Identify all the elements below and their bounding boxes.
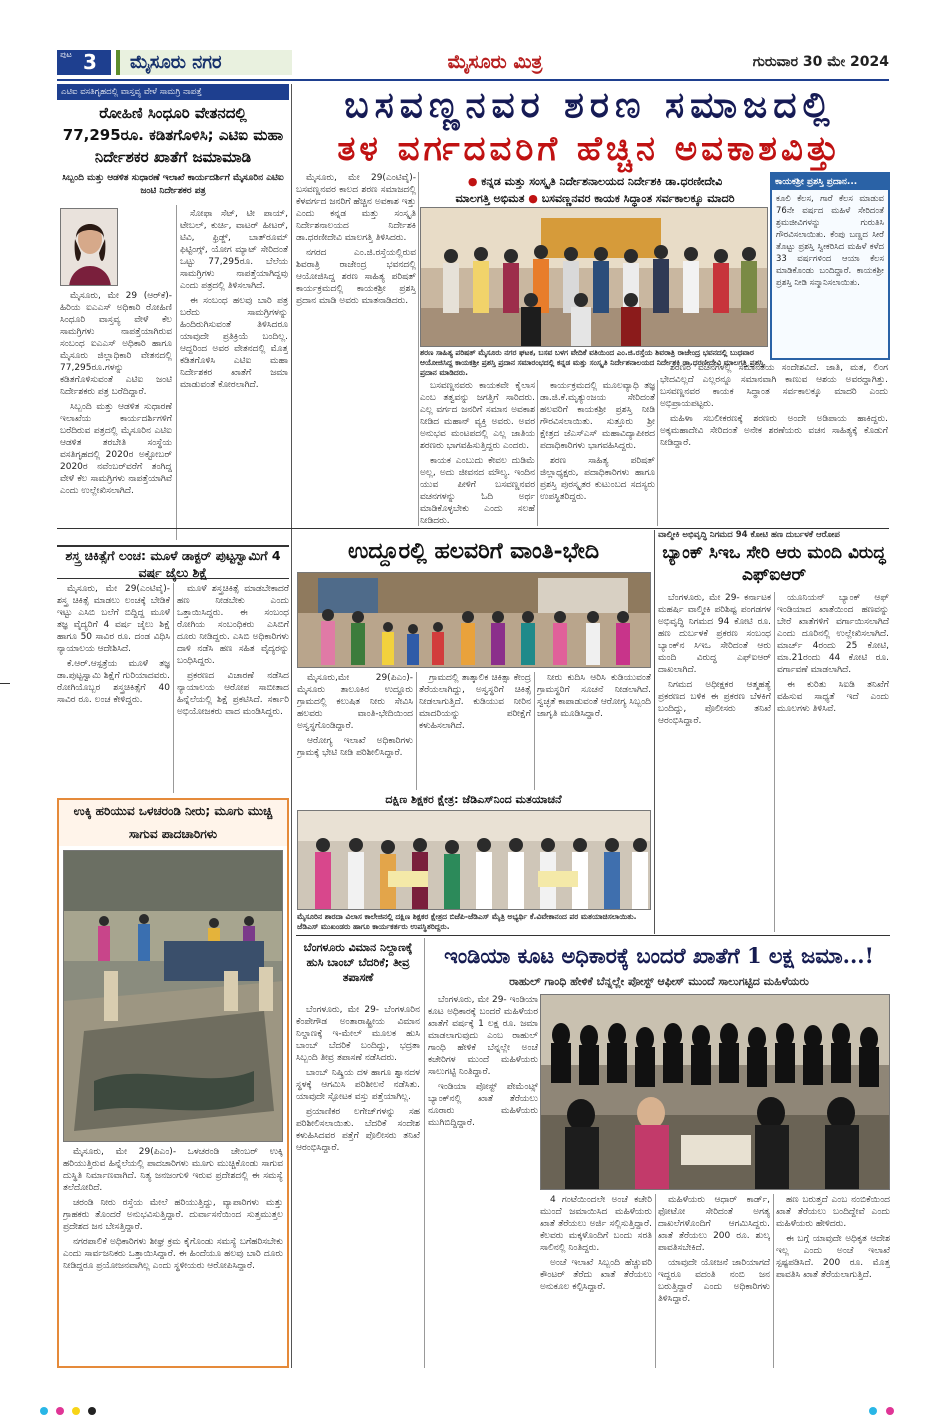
award-photo-caption: ಶರಣ ಸಾಹಿತ್ಯ ಪರಿಷತ್ ಮೈಸೂರು ನಗರ ಘಟಕ, ಬಸವ ಬಳಗ ವೇದಿಕೆ ವತಿಯಿಂದ ಎಂ.ಜಿ.ರಸ್ತೆಯ ಶಿವರಾತ್ರಿ ರಾಜೇಂದ್ರ ಭವನದಲ್ಲಿ ಬುಧವಾರ ಆಯೋಜಿಸಿದ್ದ ಕಾಯಕಶ್ರೀ ಪ್ರಶಸ್ತಿ ಪ್ರದಾನ ಸಮಾರಂಭದಲ್ಲಿ ಕನ್ನಡ ಮತ್ತು ಸಂಸ್ಕೃತಿ ನಿರ್ದೇಶನಾಲಯದ ನಿರ್ದೇಶಕಿ ಡಾ.ಧರಣೀದೇವಿ ಮಾಲಗತ್ತಿ ಪ್ರಶಸ್ತಿ ಪ್ರದಾನ ಮಾಡಿದರು.: [420, 348, 764, 377]
lunch-col2-p1: ಮೂಳೆ ಶಸ್ತ್ರಚಿಕಿತ್ಸೆ ಮಾಡಬೇಕಾದರೆ ಹಣ ನೀಡಬೇಕು ಎಂದು ಒತ್ತಾಯಿಸಿದ್ದರು. ಈ ಸಂಬಂಧ ರೋಗಿಯ ಸಂಬಂಧಿಕರು ಎಸಿಬಿಗೆ ದೂರು ನೀಡಿದ್ದರು. ಎಸಿಬಿ ಅಧಿಕಾರಿಗಳು ದಾಳಿ ನಡೆಸಿ ಹಣ ಸಹಿತ ವೈದ್ಯರನ್ನು ಬಂಧಿಸಿದ್ದರು.: [177, 584, 289, 666]
paper-name: ಮೈಸೂರು ಮಿತ್ರ: [447, 51, 543, 73]
col-rule: [655, 1194, 656, 1368]
rohini-col2-p1: ಸೋಫಾ ಸೆಟ್, ಟೀ ಪಾಯ್, ಟೇಬಲ್, ಕುರ್ಚಿ, ವಾಟರ್ ಹೀಟರ್, ಟಿವಿ, ಫ್ರಿಡ್ಜ್, ಬಾತ್‌ರೂಮ್ ಫಿಟ್ಟಿಂಗ್ಸ್, ಯೋಗ ಮ್ಯಾಟ್ ಸೇರಿದಂತೆ ಒಟ್ಟು 77,295ರೂ. ಬೆಲೆಯ ಸಾಮಗ್ರಿಗಳು ನಾಪತ್ತೆಯಾಗಿದ್ದವು ಎಂದು ಪತ್ರದಲ್ಲಿ ತಿಳಿಸಲಾಗಿದೆ.: [180, 209, 288, 291]
india-col-2: [540, 1194, 652, 1368]
basava-sub-2: ಮಾಲಗತ್ತಿ ಅಭಿಮತ: [455, 192, 525, 205]
column-divider-right: [654, 530, 655, 934]
basava-col3-p1: ಕಾರ್ಯಕ್ರಮದಲ್ಲಿ ಮೂಲವ್ಯಾಧಿ ತಜ್ಞ ಡಾ.ಜಿ.ಕೆ.ಮೃತ್ಯುಂಜಯ ಸೇರಿದಂತೆ ಹಲವರಿಗೆ ಕಾಯಕಶ್ರೀ ಪ್ರಶಸ್ತಿ ನೀಡಿ ಗೌರವಿಸಲಾಯಿತು. ಸುತ್ತೂರು ಶ್ರೀ ಕ್ಷೇತ್ರದ ಜೆಎಸ್‌ಎಸ್ ಮಹಾವಿದ್ಯಾಪೀಠದ ಪದಾಧಿಕಾರಿಗಳು ಭಾಗವಹಿಸಿದ್ದರು.: [540, 381, 655, 451]
basava-col4-p1: ಶರಣರ ವಚನಗಳಲ್ಲಿ ಸಮಾನತೆಯ ಸಂದೇಶವಿದೆ. ಜಾತಿ, ಮತ, ಲಿಂಗ ಭೇದವಿಲ್ಲದೆ ಎಲ್ಲರನ್ನೂ ಸಮಾನವಾಗಿ ಕಾಣುವ ಆಶಯ ಅವರದ್ದಾಗಿತ್ತು. ಬಸವಣ್ಣನವರ ಕಾಯಕ ಸಿದ್ಧಾಂತ ಸರ್ವಕಾಲಕ್ಕೂ ಮಾದರಿ ಎಂದು ಅಭಿಪ್ರಾಯಪಟ್ಟರು.: [660, 363, 888, 409]
basava-col2-p2: ಕಾಯಕ ಎಂಬುದು ಕೇವಲ ದುಡಿಮೆ ಅಲ್ಲ, ಅದು ಜೀವನದ ಮೌಲ್ಯ. ಇಂದಿನ ಯುವ ಪೀಳಿಗೆ ಬಸವಣ್ಣನವರ ವಚನಗಳನ್ನು ಓದಿ ಅರ್ಥ ಮಾಡಿಕೊಳ್ಳಬೇಕು ಎಂದು ಸಲಹೆ ನೀಡಿದರು.: [420, 456, 535, 526]
col-rule: [657, 380, 658, 526]
udur-col3-p1: ನೀರು ಕುದಿಸಿ ಆರಿಸಿ ಕುಡಿಯುವಂತೆ ಗ್ರಾಮಸ್ಥರಿಗೆ ಸೂಚನೆ ನೀಡಲಾಗಿದೆ. ಸ್ವಚ್ಛತೆ ಕಾಪಾಡುವಂತೆ ಆರೋಗ್ಯ ಸಿಬ್ಬಂದಿ ಜಾಗೃತಿ ಮೂಡಿಸಿದ್ದಾರೆ.: [537, 673, 651, 719]
reg-dot-yellow: [72, 1407, 80, 1415]
bullet-icon: ●: [528, 192, 538, 205]
registration-marks: [40, 1400, 905, 1412]
award-sidebar-body: ಕೂಲಿ ಕೆಲಸ, ಗಾರೆ ಕೆಲಸ ಮಾಡುವ 76ನೇ ವರ್ಷದ ಮಹಿಳೆ ಸೇರಿದಂತೆ ಶ್ರಮಜೀವಿಗಳನ್ನು ಗುರುತಿಸಿ ಗೌರವಿಸಲಾಯಿತು. ಕೆಂಪು ಬಣ್ಣದ ಸೀರೆ ತೊಟ್ಟು ಪ್ರಶಸ್ತಿ ಸ್ವೀಕರಿಸಿದ ಮಹಿಳೆ ಕಳೆದ 33 ವರ್ಷಗಳಿಂದ ಆಯಾ ಕೆಲಸ ಮಾಡಿಕೊಂಡು ಬಂದಿದ್ದಾರೆ. ಕಾಯಕಶ್ರೀ ಪ್ರಶಸ್ತಿ ನೀಡಿ ಸನ್ಮಾನಿಸಲಾಯಿತು.: [776, 194, 884, 288]
india-col1-p1: ಬೆಂಗಳೂರು, ಮೇ 29- ಇಂಡಿಯಾ ಕೂಟ ಅಧಿಕಾರಕ್ಕೆ ಬಂದರೆ ಮಹಿಳೆಯರ ಖಾತೆಗೆ ವರ್ಷಕ್ಕೆ 1 ಲಕ್ಷ ರೂ. ಜಮಾ ಮಾಡಲಾಗುವುದು ಎಂಬ ರಾಹುಲ್ ಗಾಂಧಿ ಹೇಳಿಕೆ ಬೆನ್ನಲ್ಲೇ ಅಂಚೆ ಕಚೇರಿಗಳ ಮುಂದೆ ಮಹಿಳೆಯರು ಸಾಲುಗಟ್ಟಿ ನಿಂತಿದ್ದಾರೆ.: [428, 995, 538, 1077]
basava-headline-line2: ತಳ ವರ್ಗದವರಿಗೆ ಹೆಚ್ಚಿನ ಅವಕಾಶವಿತ್ತು: [337, 129, 843, 169]
rohini-col-1-top: [122, 208, 172, 288]
lunch-col-2: [177, 583, 289, 793]
udur-col1-p2: ಆರೋಗ್ಯ ಇಲಾಖೆ ಅಧಿಕಾರಿಗಳು ಗ್ರಾಮಕ್ಕೆ ಭೇಟಿ ನೀಡಿ ಪರಿಶೀಲಿಸಿದ್ದಾರೆ.: [297, 736, 413, 758]
bank-kicker: ವಾಲ್ಮೀಕಿ ಅಭಿವೃದ್ಧಿ ನಿಗಮದ 94 ಕೋಟಿ ಹಣ ದುರ್ಬಳಕೆ ಆರೋಪ: [658, 530, 840, 540]
sewage-p2: ಚರಂಡಿ ನೀರು ರಸ್ತೆಯ ಮೇಲೆ ಹರಿಯುತ್ತಿದ್ದು, ವ್ಯಾಪಾರಿಗಳು ಮತ್ತು ಗ್ರಾಹಕರು ತೊಂದರೆ ಅನುಭವಿಸುತ್ತಿದ್ದಾರೆ. ದುರ್ವಾಸನೆಯಿಂದ ಸುತ್ತಮುತ್ತಲ ಪ್ರದೇಶದ ಜನ ಬೇಸತ್ತಿದ್ದಾರೆ.: [63, 1198, 283, 1232]
col-rule: [774, 592, 775, 932]
udur-col1-p1: ಮೈಸೂರು,ಮೇ 29(ಪಿಎಂ)- ಮೈಸೂರು ತಾಲೂಕಿನ ಉದ್ದೂರು ಗ್ರಾಮದಲ್ಲಿ ಕಲುಷಿತ ನೀರು ಸೇವಿಸಿ ಹಲವರು ವಾಂತಿ-ಭೇದಿಯಿಂದ ಅಸ್ವಸ್ಥಗೊಂಡಿದ್ದಾರೆ.: [297, 673, 413, 731]
rohini-col1-p2: ಸಿಬ್ಬಂದಿ ಮತ್ತು ಆಡಳಿತ ಸುಧಾರಣೆ ಇಲಾಖೆಯ ಕಾರ್ಯದರ್ಶಿಗಳಿಗೆ ಬರೆದಿರುವ ಪತ್ರದಲ್ಲಿ ಮೈಸೂರಿನ ಎಟಿಐ ಆಡಳಿತ ತರಬೇತಿ ಸಂಸ್ಥೆಯ ವಸತಿಗೃಹದಲ್ಲಿ 2020ರ ಅಕ್ಟೋಬರ್ 2020ರ ನವೆಂಬರ್‌ವರೆಗೆ ತಂಗಿದ್ದ ವೇಳೆ ಕೆಲ ಸಾಮಗ್ರಿಗಳು ನಾಪತ್ತೆಯಾಗಿವೆ ಎಂದು ಉಲ್ಲೇಖಿಸಲಾಗಿದೆ.: [60, 402, 172, 496]
basava-col3-p2: ಶರಣ ಸಾಹಿತ್ಯ ಪರಿಷತ್ ಜಿಲ್ಲಾಧ್ಯಕ್ಷರು, ಪದಾಧಿಕಾರಿಗಳು ಹಾಗೂ ಪ್ರಶಸ್ತಿ ಪುರಸ್ಕೃತರ ಕುಟುಂಬದ ಸದಸ್ಯರು ಉಪಸ್ಥಿತರಿದ್ದರು.: [540, 456, 655, 502]
sewage-p1: ಮೈಸೂರು, ಮೇ 29(ಪಿಎಂ)- ಒಳಚರಂಡಿ ಚೇಂಬರ್ ಉಕ್ಕಿ ಹರಿಯುತ್ತಿರುವ ಹಿನ್ನೆಲೆಯಲ್ಲಿ ಪಾದಚಾರಿಗಳು ಮೂಗು ಮುಚ್ಚಿಕೊಂಡು ಸಾಗುವ ದುಸ್ಥಿತಿ ನಿರ್ಮಾಣವಾಗಿದೆ. ನಿತ್ಯ ಜನಜಂಗುಳಿ ಇರುವ ಪ್ರದೇಶದಲ್ಲಿ ಈ ಸಮಸ್ಯೆ ತಲೆದೋರಿದೆ.: [63, 1147, 283, 1193]
india-col2-p1: 4 ಗಂಟೆಯಿಂದಲೇ ಅಂಚೆ ಕಚೇರಿ ಮುಂದೆ ಜಮಾಯಿಸಿದ ಮಹಿಳೆಯರು ಖಾತೆ ತೆರೆಯಲು ಅರ್ಜಿ ಸಲ್ಲಿಸುತ್ತಿದ್ದಾರೆ. ಕೆಲವರು ಮಕ್ಕಳೊಂದಿಗೆ ಬಂದು ಸರತಿ ಸಾಲಿನಲ್ಲಿ ನಿಂತಿದ್ದರು.: [540, 1195, 652, 1253]
lunch-col2-p2: ಪ್ರಕರಣದ ವಿಚಾರಣೆ ನಡೆಸಿದ ನ್ಯಾಯಾಲಯ ಆರೋಪ ಸಾಬೀತಾದ ಹಿನ್ನೆಲೆಯಲ್ಲಿ ಶಿಕ್ಷೆ ಪ್ರಕಟಿಸಿದೆ. ಸರ್ಕಾರಿ ಅಭಿಯೋಜಕರು ವಾದ ಮಂಡಿಸಿದ್ದರು.: [177, 671, 289, 717]
udur-col2-p1: ಗ್ರಾಮದಲ್ಲಿ ತಾತ್ಕಾಲಿಕ ಚಿಕಿತ್ಸಾ ಕೇಂದ್ರ ತೆರೆಯಲಾಗಿದ್ದು, ಅಸ್ವಸ್ಥರಿಗೆ ಚಿಕಿತ್ಸೆ ನೀಡಲಾಗುತ್ತಿದೆ. ಕುಡಿಯುವ ನೀರಿನ ಮಾದರಿಯನ್ನು ಪರೀಕ್ಷೆಗೆ ಕಳುಹಿಸಲಾಗಿದೆ.: [419, 673, 531, 731]
udur-col-2: [419, 672, 531, 790]
india-col3-p1: ಮಹಿಳೆಯರು ಆಧಾರ್ ಕಾರ್ಡ್, ಫೋಟೋ ಸೇರಿದಂತೆ ಅಗತ್ಯ ದಾಖಲೆಗಳೊಂದಿಗೆ ಆಗಮಿಸಿದ್ದರು. ಖಾತೆ ತೆರೆಯಲು 200 ರೂ. ಶುಲ್ಕ ಪಾವತಿಸಬೇಕಿದೆ.: [658, 1195, 770, 1253]
bank-col2-p1: ಯೂನಿಯನ್ ಬ್ಯಾಂಕ್ ಆಫ್ ಇಂಡಿಯಾದ ಖಾತೆಯಿಂದ ಹಣವನ್ನು ಬೇರೆ ಖಾತೆಗಳಿಗೆ ವರ್ಗಾಯಿಸಲಾಗಿದೆ ಎಂದು ದೂರಿನಲ್ಲಿ ಉಲ್ಲೇಖಿಸಲಾಗಿದೆ. ಮಾರ್ಚ್ 4ರಂದು 25 ಕೋಟಿ, ಮಾ.21ರಂದು 44 ಕೋಟಿ ರೂ. ವರ್ಗಾವಣೆ ಮಾಡಲಾಗಿದೆ.: [777, 593, 889, 675]
crop-mark: [0, 683, 10, 684]
rohini-col2-p2: ಈ ಸಂಬಂಧ ಹಲವು ಬಾರಿ ಪತ್ರ ಬರೆದು ಸಾಮಗ್ರಿಗಳನ್ನು ಹಿಂದಿರುಗಿಸುವಂತೆ ತಿಳಿಸಿದರೂ ಯಾವುದೇ ಪ್ರತಿಕ್ರಿಯೆ ಬಂದಿಲ್ಲ. ಆದ್ದರಿಂದ ಅವರ ವೇತನದಲ್ಲಿ ಮೊತ್ತ ಕಡಿತಗೊಳಿಸಿ ಎಟಿಐ ಮಹಾ ನಿರ್ದೇಶಕರ ಖಾತೆಗೆ ಜಮಾ ಮಾಡುವಂತೆ ಕೋರಲಾಗಿದೆ.: [180, 296, 288, 390]
basava-col-3: [540, 380, 655, 526]
col-rule: [773, 1194, 774, 1368]
dakshina-caption: ಮೈಸೂರಿನ ಶಾರದಾ ವಿಲಾಸ ಕಾಲೇಜಿನಲ್ಲಿ ದಕ್ಷಿಣ ಶಿಕ್ಷಕರ ಕ್ಷೇತ್ರದ ಬಿಜೆಪಿ-ಜೆಡಿಎಸ್ ಮೈತ್ರಿ ಅಭ್ಯರ್ಥಿ ಕೆ.ವಿವೇಕಾನಂದ ಪರ ಮತಯಾಚಿಸಲಾಯಿತು. ಜೆಡಿಎಸ್ ಮುಖಂಡರು ಹಾಗೂ ಕಾರ್ಯಕರ್ತರು ಉಪಸ್ಥಿತರಿದ್ದರು.: [297, 912, 637, 931]
award-sidebar-box: [770, 172, 890, 360]
india-col-1: [428, 994, 538, 1368]
lunch-headline: ಶಸ್ತ್ರ ಚಿಕಿತ್ಸೆಗೆ ಲಂಚ: ಮೂಳೆ ಡಾಕ್ಟರ್ ಪುಟ್ಟಸ್ವಾಮಿಗೆ 4 ವರ್ಷ ಜೈಲು ಶಿಕ್ಷೆ: [57, 545, 289, 579]
india-col3-p2: ಯಾವುದೇ ಯೋಜನೆ ಜಾರಿಯಾಗದೆ ಇದ್ದರೂ ವದಂತಿ ನಂಬಿ ಜನ ಬರುತ್ತಿದ್ದಾರೆ ಎಂದು ಅಧಿಕಾರಿಗಳು ತಿಳಿಸಿದ್ದಾರೆ.: [658, 1258, 770, 1304]
sewage-story-box: [57, 798, 289, 1368]
airport-body: [296, 1004, 420, 1368]
india-col4-p1: ಹಣ ಬರುತ್ತದೆ ಎಂಬ ನಂಬಿಕೆಯಿಂದ ಖಾತೆ ತೆರೆಯಲು ಬಂದಿದ್ದೇವೆ ಎಂದು ಮಹಿಳೆಯರು ಹೇಳಿದರು.: [776, 1195, 890, 1229]
udur-col-3: [537, 672, 651, 790]
basava-col-4: [660, 362, 888, 526]
bullet-icon: ●: [467, 175, 478, 188]
col-rule: [534, 672, 535, 790]
basava-col1-p2: ನಗರದ ಎಂ.ಜಿ.ರಸ್ತೆಯಲ್ಲಿರುವ ಶಿವರಾತ್ರಿ ರಾಜೇಂದ್ರ ಭವನದಲ್ಲಿ ಆಯೋಜಿಸಿದ್ದ ಶರಣ ಸಾಹಿತ್ಯ ಪರಿಷತ್ ಕಾರ್ಯಕ್ರಮದಲ್ಲಿ ಕಾಯಕಶ್ರೀ ಪ್ರಶಸ್ತಿ ಪ್ರದಾನ ಮಾಡಿ ಅವರು ಮಾತನಾಡಿದರು.: [296, 248, 416, 306]
reg-dot-black: [88, 1407, 96, 1415]
bank-col-2: [777, 592, 889, 932]
masthead-rule: [57, 79, 889, 81]
basava-col2-p1: ಬಸವಣ್ಣನವರು ಕಾಯಕವೇ ಕೈಲಾಸ ಎಂಬ ತತ್ವವನ್ನು ಜಗತ್ತಿಗೆ ಸಾರಿದರು. ಎಲ್ಲ ವರ್ಗದ ಜನರಿಗೆ ಸಮಾನ ಅವಕಾಶ ನೀಡಿದ ಮಹಾನ್ ವ್ಯಕ್ತಿ ಅವರು. ಅವರ ಅನುಭವ ಮಂಟಪದಲ್ಲಿ ಎಲ್ಲ ಜಾತಿಯ ಶರಣರು ಭಾಗವಹಿಸುತ್ತಿದ್ದರು ಎಂದರು.: [420, 381, 535, 451]
basava-col1-p1: ಮೈಸೂರು, ಮೇ 29(ಎಂಟಿವೈ)- ಬಸವಣ್ಣನವರ ಕಾಲದ ಶರಣ ಸಮಾಜದಲ್ಲಿ ಕೆಳವರ್ಗದ ಜನರಿಗೆ ಹೆಚ್ಚಿನ ಅವಕಾಶ ಇತ್ತು ಎಂದು ಕನ್ನಡ ಮತ್ತು ಸಂಸ್ಕೃತಿ ನಿರ್ದೇಶನಾಲಯದ ನಿರ್ದೇಶಕಿ ಡಾ.ಧರಣೀದೇವಿ ಮಾಲಗತ್ತಿ ತಿಳಿಸಿದರು.: [296, 173, 416, 243]
basava-col4-p2: ಮಹಿಳಾ ಸಬಲೀಕರಣಕ್ಕೆ ಶರಣರು ಅಂದೇ ಅಡಿಪಾಯ ಹಾಕಿದ್ದರು. ಅಕ್ಕಮಹಾದೇವಿ ಸೇರಿದಂತೆ ಅನೇಕ ಶರಣೆಯರು ವಚನ ಸಾಹಿತ್ಯಕ್ಕೆ ಕೊಡುಗೆ ನೀಡಿದ್ದಾರೆ.: [660, 414, 888, 448]
reg-dot-cyan: [869, 1407, 877, 1415]
col-rule: [424, 938, 425, 1368]
reg-dot-magenta: [886, 1407, 894, 1415]
bank-col2-p2: ಈ ಕುರಿತು ಸಿಐಡಿ ತನಿಖೆಗೆ ವಹಿಸುವ ಸಾಧ್ಯತೆ ಇದೆ ಎಂದು ಮೂಲಗಳು ತಿಳಿಸಿವೆ.: [777, 680, 889, 714]
airport-p2: ಬಾಂಬ್ ನಿಷ್ಕ್ರಿಯ ದಳ ಹಾಗೂ ಶ್ವಾನದಳ ಸ್ಥಳಕ್ಕೆ ಆಗಮಿಸಿ ಪರಿಶೀಲನೆ ನಡೆಸಿತು. ಯಾವುದೇ ಸ್ಫೋಟಕ ವಸ್ತು ಪತ್ತೆಯಾಗಿಲ್ಲ.: [296, 1068, 420, 1102]
udur-group-photo: [297, 572, 651, 668]
india-col1-p2: ಇಂಡಿಯಾ ಪೋಸ್ಟ್ ಪೇಮೆಂಟ್ಸ್ ಬ್ಯಾಂಕ್‌ನಲ್ಲಿ ಖಾತೆ ತೆರೆಯಲು ನೂರಾರು ಮಹಿಳೆಯರು ಮುಗಿಬಿದ್ದಿದ್ದಾರೆ.: [428, 1082, 538, 1128]
col-rule: [418, 172, 419, 526]
dakshina-photo: [297, 810, 651, 910]
col-rule: [416, 672, 417, 790]
rohini-portrait: [60, 208, 118, 286]
page-number: 3: [83, 50, 97, 74]
col-rule: [176, 205, 177, 540]
col-rule: [537, 380, 538, 526]
rohini-col1-p1: ಮೈಸೂರು, ಮೇ 29 (ಆರ್‌ಕೆ)- ಹಿರಿಯ ಐಎಎಸ್ ಅಧಿಕಾರಿ ರೋಹಿಣಿ ಸಿಂಧೂರಿ ವಾಸ್ತವ್ಯ ವೇಳೆ ಕೆಲ ಸಾಮಗ್ರಿಗಳು ನಾಪತ್ತೆಯಾಗಿರುವ ಸಂಬಂಧ ಐಎಎಸ್ ಅಧಿಕಾರಿ ಹಾಗೂ ಮೈಸೂರು ಜಿಲ್ಲಾಧಿಕಾರಿ ವೇತನದಲ್ಲಿ 77,295ರೂ.ಗಳನ್ನು ಕಡಿತಗೊಳಿಸುವಂತೆ ಎಟಿಐ ಜಂಟಿ ನಿರ್ದೇಶಕರು ಪತ್ರ ಬರೆದಿದ್ದಾರೆ.: [60, 291, 172, 397]
rohini-col-1: [60, 290, 172, 540]
airport-headline: ಬೆಂಗಳೂರು ವಿಮಾನ ನಿಲ್ದಾಣಕ್ಕೆ ಹುಸಿ ಬಾಂಬ್ ಬೆದರಿಕೆ; ತೀವ್ರ ತಪಾಸಣೆ: [303, 941, 413, 984]
bank-headline: ಬ್ಯಾಂಕ್ ಸಿಇಒ ಸೇರಿ ಆರು ಮಂದಿ ವಿರುದ್ಧ ಎಫ್‌ಐಆರ್: [662, 543, 886, 585]
section-name: ಮೈಸೂರು ನಗರ: [116, 50, 292, 75]
page-label: ಪುಟ: [60, 50, 72, 59]
india-col4-p2: ಈ ಬಗ್ಗೆ ಯಾವುದೇ ಅಧಿಕೃತ ಆದೇಶ ಇಲ್ಲ ಎಂದು ಅಂಚೆ ಇಲಾಖೆ ಸ್ಪಷ್ಟಪಡಿಸಿದೆ. 200 ರೂ. ಮೊತ್ತ ಪಾವತಿಸಿ ಖಾತೆ ತೆರೆಯಲಾಗುತ್ತಿದೆ.: [776, 1234, 890, 1280]
basava-sub-3: ಬಸವಣ್ಣನವರ ಕಾಯಕ ಸಿದ್ಧಾಂತ ಸರ್ವಕಾಲಕ್ಕೂ ಮಾದರಿ: [541, 192, 735, 205]
india-subhead: ರಾಹುಲ್ ಗಾಂಧಿ ಹೇಳಿಕೆ ಬೆನ್ನಲ್ಲೇ ಪೋಸ್ಟ್ ಆಫೀಸ್ ಮುಂದೆ ಸಾಲುಗಟ್ಟಿದ ಮಹಿಳೆಯರು: [509, 975, 809, 988]
india-col-3: [658, 1194, 770, 1368]
section-rule: [296, 935, 890, 936]
sewage-body: [63, 1146, 283, 1366]
airport-p1: ಬೆಂಗಳೂರು, ಮೇ 29- ಬೆಂಗಳೂರಿನ ಕೆಂಪೇಗೌಡ ಅಂತಾರಾಷ್ಟ್ರೀಯ ವಿಮಾನ ನಿಲ್ದಾಣಕ್ಕೆ ಇ-ಮೇಲ್ ಮೂಲಕ ಹುಸಿ ಬಾಂಬ್ ಬೆದರಿಕೆ ಬಂದಿದ್ದು, ಭದ್ರತಾ ಸಿಬ್ಬಂದಿ ತೀವ್ರ ತಪಾಸಣೆ ನಡೆಸಿದರು.: [296, 1005, 420, 1063]
bank-col-1: [658, 592, 771, 932]
rohini-subhead: ಸಿಬ್ಬಂದಿ ಮತ್ತು ಆಡಳಿತ ಸುಧಾರಣೆ ಇಲಾಖೆ ಕಾರ್ಯದರ್ಶಿಗೆ ಮೈಸೂರಿನ ಎಟಿಐ ಜಂಟಿ ನಿರ್ದೇಶಕರ ಪತ್ರ: [62, 173, 284, 196]
udur-headline: ಉದ್ದೂರಲ್ಲಿ ಹಲವರಿಗೆ ವಾಂತಿ-ಭೇದಿ: [347, 538, 600, 564]
lunch-col-1: [57, 583, 170, 793]
india-headline: ಇಂಡಿಯಾ ಕೂಟ ಅಧಿಕಾರಕ್ಕೆ ಬಂದರೆ ಖಾತೆಗೆ 1 ಲಕ್ಷ ಜಮಾ...!: [444, 943, 874, 968]
basava-headline-line1: ಬಸವಣ್ಣನವರ ಶರಣ ಸಮಾಜದಲ್ಲಿ: [344, 84, 836, 126]
rohini-headline: ರೋಹಿಣಿ ಸಿಂಧೂರಿ ವೇತನದಲ್ಲಿ 77,295ರೂ. ಕಡಿತಗೊಳಿಸಿ; ಎಟಿಐ ಮಹಾ ನಿರ್ದೇಶಕರ ಖಾತೆಗೆ ಜಮಾಮಾಡಿ: [62, 104, 284, 166]
basava-sub-1: ಕನ್ನಡ ಮತ್ತು ಸಂಸ್ಕೃತಿ ನಿರ್ದೇಶನಾಲಯದ ನಿರ್ದೇಶಕಿ ಡಾ.ಧರಣೀದೇವಿ: [481, 175, 723, 188]
basava-col-2: [420, 380, 535, 526]
sewage-headline: ಉಕ್ಕಿ ಹರಿಯುವ ಒಳಚರಂಡಿ ನೀರು; ಮೂಗು ಮುಚ್ಚಿ ಸಾಗುವ ಪಾದಚಾರಿಗಳು: [59, 800, 287, 846]
sewage-photo: [63, 850, 283, 1142]
rohini-col-2: [180, 208, 288, 540]
india-col2-p2: ಅಂಚೆ ಇಲಾಖೆ ಸಿಬ್ಬಂದಿ ಹೆಚ್ಚುವರಿ ಕೌಂಟರ್ ತೆರೆದು ಖಾತೆ ತೆರೆಯಲು ಅನುಕೂಲ ಕಲ್ಪಿಸಿದ್ದಾರೆ.: [540, 1258, 652, 1292]
issue-date: ಗುರುವಾರ 30 ಮೇ 2024: [752, 54, 889, 70]
india-col-4: [776, 1194, 890, 1368]
udur-col-1: [297, 672, 413, 790]
post-office-queue-photo: [540, 994, 890, 1190]
reg-dot-magenta: [56, 1407, 64, 1415]
bank-col1-p1: ಬೆಂಗಳೂರು, ಮೇ 29- ಕರ್ನಾಟಕ ಮಹರ್ಷಿ ವಾಲ್ಮೀಕಿ ಪರಿಶಿಷ್ಟ ಪಂಗಡಗಳ ಅಭಿವೃದ್ಧಿ ನಿಗಮದ 94 ಕೋಟಿ ರೂ. ಹಣ ದುರ್ಬಳಕೆ ಪ್ರಕರಣ ಸಂಬಂಧ ಬ್ಯಾಂಕ್‌ನ ಸಿಇಒ ಸೇರಿದಂತೆ ಆರು ಮಂದಿ ವಿರುದ್ಧ ಎಫ್‌ಐಆರ್ ದಾಖಲಾಗಿದೆ.: [658, 593, 771, 675]
bank-col1-p2: ನಿಗಮದ ಅಧೀಕ್ಷಕರ ಆತ್ಮಹತ್ಯೆ ಪ್ರಕರಣದ ಬಳಿಕ ಈ ಪ್ರಕರಣ ಬೆಳಕಿಗೆ ಬಂದಿದ್ದು, ಪೊಲೀಸರು ತನಿಖೆ ಆರಂಭಿಸಿದ್ದಾರೆ.: [658, 680, 771, 726]
sewage-p3: ನಗರಪಾಲಿಕೆ ಅಧಿಕಾರಿಗಳು ಶೀಘ್ರ ಕ್ರಮ ಕೈಗೊಂಡು ಸಮಸ್ಯೆ ಬಗೆಹರಿಸಬೇಕು ಎಂದು ಸಾರ್ವಜನಿಕರು ಒತ್ತಾಯಿಸಿದ್ದಾರೆ. ಈ ಹಿಂದೆಯೂ ಹಲವು ಬಾರಿ ದೂರು ನೀಡಿದ್ದರೂ ಪ್ರಯೋಜನವಾಗಿಲ್ಲ ಎಂದು ಸ್ಥಳೀಯರು ಆರೋಪಿಸಿದ್ದಾರೆ.: [63, 1237, 283, 1271]
reg-dot-cyan: [40, 1407, 48, 1415]
column-divider-left: [291, 84, 292, 1368]
lunch-col1-p1: ಮೈಸೂರು, ಮೇ 29(ಎಂಟಿವೈ)- ಶಸ್ತ್ರ ಚಿಕಿತ್ಸೆ ಮಾಡಲು ಲಂಚಕ್ಕೆ ಬೇಡಿಕೆ ಇಟ್ಟು ಎಸಿಬಿ ಬಲೆಗೆ ಬಿದ್ದಿದ್ದ ಮೂಳೆ ತಜ್ಞ ವೈದ್ಯರಿಗೆ 4 ವರ್ಷ ಜೈಲು ಶಿಕ್ಷೆ ಹಾಗೂ 50 ಸಾವಿರ ರೂ. ದಂಡ ವಿಧಿಸಿ ನ್ಯಾಯಾಲಯ ಆದೇಶಿಸಿದೆ.: [57, 584, 170, 654]
award-sidebar-title: ಕಾಯಕಶ್ರೀ ಪ್ರಶಸ್ತಿ ಪ್ರದಾನ...: [772, 174, 888, 190]
award-group-photo: [420, 207, 768, 347]
dakshina-headline: ದಕ್ಷಿಣ ಶಿಕ್ಷಕರ ಕ್ಷೇತ್ರ: ಜೆಡಿಎಸ್‌ನಿಂದ ಮತಯಾಚನೆ: [385, 793, 562, 806]
basava-col-1: [296, 172, 416, 524]
col-rule: [173, 583, 174, 793]
basava-subhead: [420, 173, 770, 207]
rohini-kicker: ಎಟಿಐ ವಸತಿಗೃಹದಲ್ಲಿ ವಾಸ್ತವ್ಯ ವೇಳೆ ಸಾಮಗ್ರಿ ನಾಪತ್ತೆ: [57, 84, 289, 100]
lunch-col1-p2: ಕೆ.ಆರ್.ಆಸ್ಪತ್ರೆಯ ಮೂಳೆ ತಜ್ಞ ಡಾ.ಪುಟ್ಟಸ್ವಾಮಿ ಶಿಕ್ಷೆಗೆ ಗುರಿಯಾದವರು. ರೋಗಿಯೊಬ್ಬರ ಶಸ್ತ್ರಚಿಕಿತ್ಸೆಗೆ 40 ಸಾವಿರ ರೂ. ಲಂಚ ಕೇಳಿದ್ದರು.: [57, 659, 170, 705]
airport-p3: ಪ್ರಯಾಣಿಕರ ಲಗೇಜ್‌ಗಳನ್ನು ಸಹ ಪರಿಶೀಲಿಸಲಾಯಿತು. ಬೆದರಿಕೆ ಸಂದೇಶ ಕಳುಹಿಸಿದವರ ಪತ್ತೆಗೆ ಪೊಲೀಸರು ತನಿಖೆ ಆರಂಭಿಸಿದ್ದಾರೆ.: [296, 1107, 420, 1153]
